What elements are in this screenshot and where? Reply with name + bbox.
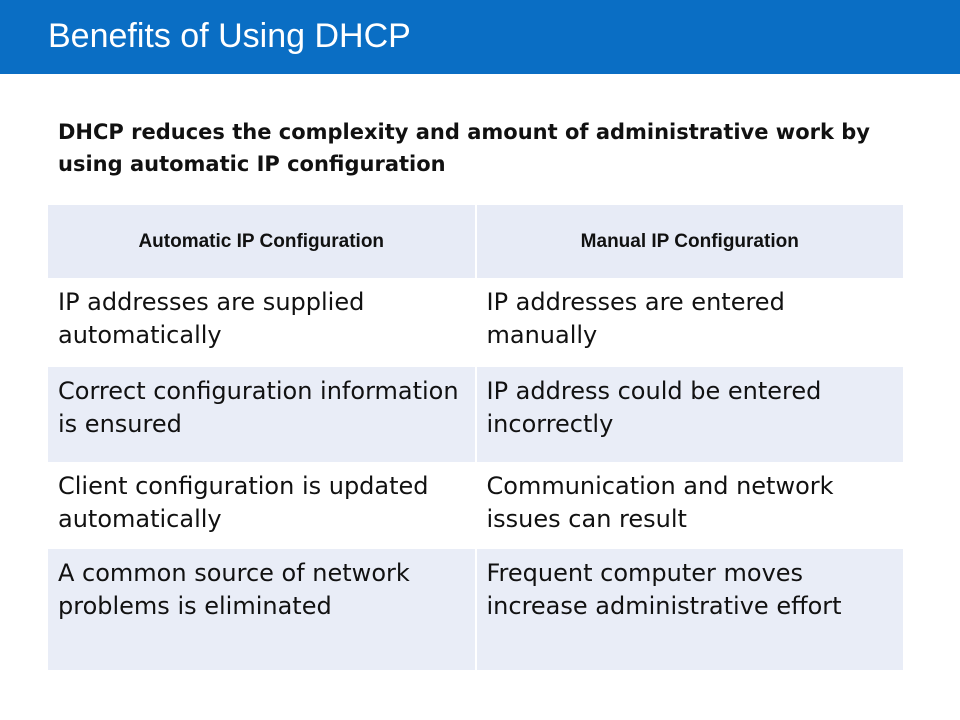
table-row bbox=[48, 549, 903, 670]
table-cell: Client configuration is updated automatically bbox=[48, 462, 476, 549]
table-cell: IP addresses are supplied automatically bbox=[48, 278, 476, 367]
table-cell: Frequent computer moves increase administrative effort bbox=[476, 549, 904, 670]
table-cell: A common source of network problems is eliminated bbox=[48, 549, 476, 670]
table-row bbox=[48, 367, 903, 462]
table-row bbox=[48, 278, 903, 367]
table-row bbox=[48, 462, 903, 549]
title-bar bbox=[0, 0, 960, 74]
header-automatic: Automatic IP Configuration bbox=[48, 205, 476, 278]
table-header-row bbox=[48, 205, 903, 278]
table-cell: Correct configuration information is ensured bbox=[48, 367, 476, 462]
header-manual: Manual IP Configuration bbox=[476, 205, 904, 278]
table-cell: IP addresses are entered manually bbox=[476, 278, 904, 367]
comparison-table bbox=[48, 205, 903, 670]
table-cell: Communication and network issues can result bbox=[476, 462, 904, 549]
intro-text: DHCP reduces the complexity and amount of administrative work by using automatic IP configuration bbox=[58, 120, 870, 176]
slide-title: Benefits of Using DHCP bbox=[48, 17, 411, 55]
table-cell: IP address could be entered incorrectly bbox=[476, 367, 904, 462]
